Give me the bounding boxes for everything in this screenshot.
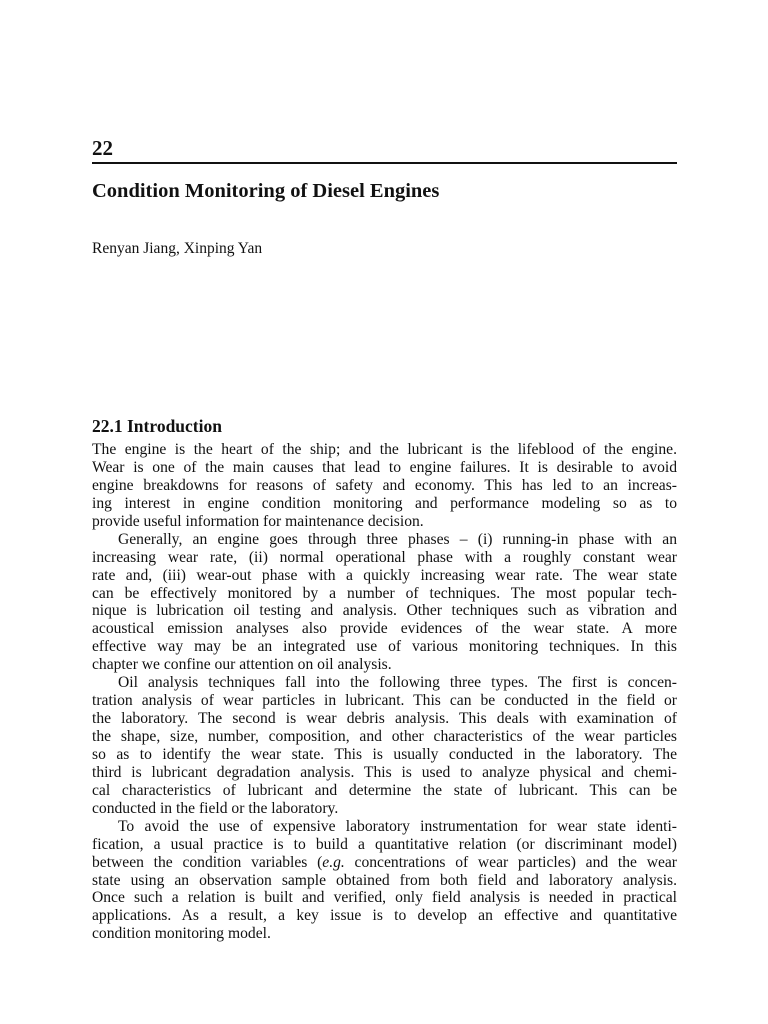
chapter-authors: Renyan Jiang, Xinping Yan bbox=[92, 240, 263, 257]
text-line: condition monitoring model. bbox=[92, 925, 271, 943]
text-line: Once such a relation is built and verified, only field analysis is needed in practical bbox=[92, 889, 677, 907]
text-line: cal characteristics of lubricant and determine the state of lubricant. This can be bbox=[92, 781, 677, 799]
chapter-number: 22 bbox=[92, 136, 113, 160]
text-line: applications. As a result, a key issue is to develop an effective and quantitative bbox=[92, 907, 677, 925]
italic-abbreviation: e.g. bbox=[322, 853, 345, 871]
text-line: third is lubricant degradation analysis. This is used to analyze physical and chemi- bbox=[92, 763, 677, 781]
text-line bbox=[92, 854, 677, 872]
text-line: the laboratory. The second is wear debris analysis. This deals with examination of bbox=[92, 710, 677, 728]
text-line: Oil analysis techniques fall into the following three types. The first is concen- bbox=[118, 674, 677, 692]
text-line: conducted in the field or the laboratory. bbox=[92, 799, 339, 817]
text-line: so as to identify the wear state. This is usually conducted in the laboratory. The bbox=[92, 745, 677, 763]
paragraph-1 bbox=[92, 441, 677, 531]
paragraph-3 bbox=[92, 674, 677, 818]
text-line: Generally, an engine goes through three phases – (i) running-in phase with an bbox=[118, 530, 677, 548]
text-line: rate and, (iii) wear-out phase with a quickly increasing wear rate. The wear state bbox=[92, 566, 677, 584]
text-line: the shape, size, number, composition, and other characteristics of the wear particles bbox=[92, 728, 677, 745]
text-line: acoustical emission analyses also provide evidences of the wear state. A more bbox=[92, 620, 677, 638]
text-run: concentrations of wear particles) and the wear bbox=[344, 853, 677, 871]
chapter-rule bbox=[92, 162, 677, 164]
paragraph-4 bbox=[92, 818, 677, 944]
section-heading: 22.1 Introduction bbox=[92, 415, 222, 436]
text-line: provide useful information for maintenance decision. bbox=[92, 512, 424, 530]
chapter-title: Condition Monitoring of Diesel Engines bbox=[92, 180, 440, 202]
body-text bbox=[92, 441, 677, 943]
text-line: fication, a usual practice is to build a quantitative relation (or discriminant model) bbox=[92, 835, 677, 853]
text-line: The engine is the heart of the ship; and the lubricant is the lifeblood of the engine. bbox=[92, 441, 677, 458]
text-line: tration analysis of wear particles in lubricant. This can be conducted in the field or bbox=[92, 692, 677, 710]
page bbox=[92, 0, 677, 1024]
text-run: between the condition variables ( bbox=[92, 853, 323, 871]
text-line: state using an observation sample obtained from both field and laboratory analysis. bbox=[92, 871, 677, 889]
text-line: nique is lubrication oil testing and analysis. Other techniques such as vibration and bbox=[92, 602, 677, 620]
text-line: increasing wear rate, (ii) normal operational phase with a roughly constant wear bbox=[92, 548, 677, 566]
text-line: can be effectively monitored by a number of techniques. The most popular tech- bbox=[92, 584, 677, 602]
text-line: To avoid the use of expensive laboratory instrumentation for wear state identi- bbox=[118, 817, 677, 835]
text-line: Wear is one of the main causes that lead to engine failures. It is desirable to avoid bbox=[92, 458, 677, 476]
text-line: chapter we confine our attention on oil analysis. bbox=[92, 656, 392, 674]
text-line: ing interest in engine condition monitoring and performance modeling so as to bbox=[92, 494, 677, 512]
text-line: engine breakdowns for reasons of safety and economy. This has led to an increas- bbox=[92, 476, 677, 494]
paragraph-2 bbox=[92, 531, 677, 675]
text-line: effective way may be an integrated use of various monitoring techniques. In this bbox=[92, 638, 677, 656]
